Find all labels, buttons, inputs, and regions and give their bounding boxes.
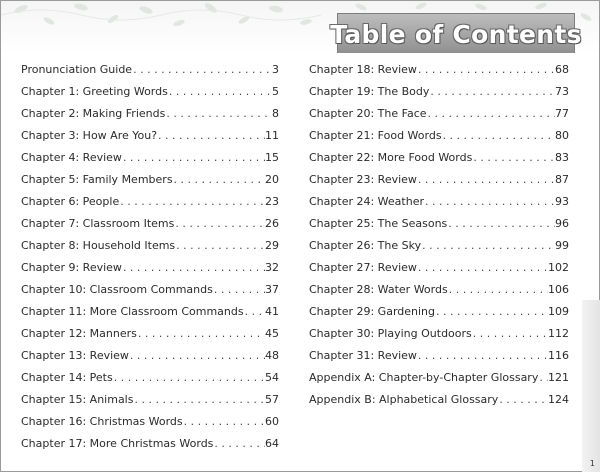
toc-entry-label: Chapter 8: Household Items [21, 239, 176, 252]
toc-entry [21, 433, 279, 455]
toc-entry-page: 93 [555, 195, 569, 208]
dot-leader [538, 367, 548, 389]
dot-leader [472, 323, 548, 345]
side-tab [582, 300, 600, 472]
toc-entry-label: Chapter 18: Review [309, 63, 417, 76]
toc-entry-label: Chapter 23: Review [309, 173, 417, 186]
toc-entry-page: 54 [265, 371, 279, 384]
dot-leader [417, 345, 548, 367]
dot-leader [168, 81, 272, 103]
toc-entry-page: 5 [272, 85, 279, 98]
toc-entry-page: 60 [265, 415, 279, 428]
toc-entry [309, 147, 569, 169]
toc-entry [309, 345, 569, 367]
toc-entry-page: 87 [555, 173, 569, 186]
toc-entry [21, 257, 279, 279]
toc-entry [21, 235, 279, 257]
dot-leader [435, 301, 548, 323]
toc-entry-label: Chapter 4: Review [21, 151, 122, 164]
toc-entry [21, 103, 279, 125]
dot-leader [429, 81, 555, 103]
toc-entry-page: 23 [265, 195, 279, 208]
toc-entry [21, 367, 279, 389]
toc-entry-label: Chapter 16: Christmas Words [21, 415, 183, 428]
toc-entry-page: 20 [265, 173, 279, 186]
page-title: Table of Contents [330, 19, 582, 49]
toc-entry [21, 191, 279, 213]
toc-entry [21, 81, 279, 103]
toc-entry-label: Chapter 11: More Classroom Commands [21, 305, 244, 318]
toc-entry-page: 77 [555, 107, 569, 120]
toc-entry [21, 279, 279, 301]
toc-entry [309, 323, 569, 345]
dot-leader [183, 411, 265, 433]
toc-entry [309, 301, 569, 323]
toc-entry-label: Chapter 7: Classroom Items [21, 217, 175, 230]
toc-entry-page: 116 [548, 349, 569, 362]
page-number: 1 [589, 459, 595, 468]
toc-entry [309, 213, 569, 235]
dot-leader [448, 279, 548, 301]
toc-entry-page: 8 [272, 107, 279, 120]
toc-entry-page: 106 [548, 283, 569, 296]
toc-entry-label: Chapter 6: People [21, 195, 120, 208]
toc-entry-page: 80 [555, 129, 569, 142]
toc-entry [21, 59, 279, 81]
toc-entry [21, 389, 279, 411]
dot-leader [157, 125, 265, 147]
toc-entry-label: Chapter 24: Weather [309, 195, 424, 208]
toc-entry-label: Appendix A: Chapter-by-Chapter Glossary [309, 371, 539, 384]
toc-entry-label: Pronunciation Guide [21, 63, 133, 76]
toc-entry-page: 124 [548, 393, 569, 406]
toc-entry-page: 11 [265, 129, 279, 142]
toc-entry-page: 68 [555, 63, 569, 76]
dot-leader [417, 59, 555, 81]
toc-entry-page: 121 [548, 371, 569, 384]
dot-leader [447, 213, 555, 235]
dot-leader [213, 279, 265, 301]
toc-entry-page: 26 [265, 217, 279, 230]
toc-entry-label: Chapter 26: The Sky [309, 239, 422, 252]
toc-entry-label: Chapter 25: The Seasons [309, 217, 448, 230]
toc-entry [21, 411, 279, 433]
toc-entry-label: Chapter 29: Gardening [309, 305, 436, 318]
toc-entry-page: 41 [265, 305, 279, 318]
dot-leader [122, 147, 265, 169]
dot-leader [417, 257, 548, 279]
dot-leader [442, 125, 555, 147]
toc-entry-label: Chapter 22: More Food Words [309, 151, 473, 164]
toc-entry-label: Chapter 12: Manners [21, 327, 137, 340]
title-banner [330, 13, 582, 53]
toc-entry-label: Chapter 19: The Body [309, 85, 430, 98]
toc-entry-label: Chapter 9: Review [21, 261, 122, 274]
toc-entry-label: Chapter 1: Greeting Words [21, 85, 168, 98]
toc-entry [21, 125, 279, 147]
toc-entry-label: Chapter 14: Pets [21, 371, 113, 384]
toc-entry-page: 96 [555, 217, 569, 230]
toc-entry-label: Appendix B: Alphabetical Glossary [309, 393, 499, 406]
toc-entry-label: Chapter 20: The Face [309, 107, 427, 120]
dot-leader [421, 235, 555, 257]
toc-entry-label: Chapter 27: Review [309, 261, 417, 274]
toc-entry [309, 103, 569, 125]
toc-entry [21, 301, 279, 323]
toc-entry-page: 112 [548, 327, 569, 340]
toc-right-column [309, 59, 569, 411]
dot-leader [472, 147, 555, 169]
dot-leader [165, 103, 272, 125]
toc-entry [309, 257, 569, 279]
dot-leader [137, 323, 265, 345]
toc-entry-label: Chapter 21: Food Words [309, 129, 442, 142]
toc-entry-page: 83 [555, 151, 569, 164]
toc-entry-page: 64 [265, 437, 279, 450]
toc-entry [21, 323, 279, 345]
toc-entry [21, 213, 279, 235]
toc-entry-page: 3 [272, 63, 279, 76]
toc-entry-label: Chapter 30: Playing Outdoors [309, 327, 472, 340]
toc-entry [21, 169, 279, 191]
toc-entry-page: 48 [265, 349, 279, 362]
toc-entry [21, 345, 279, 367]
toc-entry [309, 367, 569, 389]
toc-entry-page: 57 [265, 393, 279, 406]
toc-entry [309, 191, 569, 213]
dot-leader [119, 191, 265, 213]
toc-entry [309, 279, 569, 301]
toc-entry-label: Chapter 10: Classroom Commands [21, 283, 213, 296]
toc-entry-label: Chapter 3: How Are You? [21, 129, 158, 142]
toc-entry-page: 37 [265, 283, 279, 296]
toc-entry [309, 81, 569, 103]
toc-entry-label: Chapter 17: More Christmas Words [21, 437, 214, 450]
toc-entry-page: 15 [265, 151, 279, 164]
dot-leader [244, 301, 265, 323]
toc-entry-page: 45 [265, 327, 279, 340]
toc-entry-label: Chapter 15: Animals [21, 393, 134, 406]
toc-entry-page: 73 [555, 85, 569, 98]
toc-entry [309, 389, 569, 411]
dot-leader [424, 191, 555, 213]
dot-leader [129, 345, 265, 367]
toc-left-column [21, 59, 279, 455]
dot-leader [122, 257, 265, 279]
dot-leader [132, 59, 272, 81]
dot-leader [175, 235, 265, 257]
toc-entry [309, 59, 569, 81]
dot-leader [113, 367, 265, 389]
toc-entry-page: 29 [265, 239, 279, 252]
toc-entry-label: Chapter 28: Water Words [309, 283, 448, 296]
toc-entry [309, 125, 569, 147]
toc-entry [21, 147, 279, 169]
dot-leader [213, 433, 265, 455]
dot-leader [133, 389, 265, 411]
dot-leader [173, 169, 265, 191]
toc-entry-label: Chapter 5: Family Members [21, 173, 173, 186]
toc-entry [309, 235, 569, 257]
toc-entry [309, 169, 569, 191]
dot-leader [174, 213, 265, 235]
dot-leader [498, 389, 548, 411]
toc-entry-page: 99 [555, 239, 569, 252]
toc-entry-label: Chapter 2: Making Friends [21, 107, 166, 120]
toc-entry-label: Chapter 13: Review [21, 349, 129, 362]
dot-leader [417, 169, 555, 191]
dot-leader [427, 103, 555, 125]
toc-entry-page: 109 [548, 305, 569, 318]
toc-entry-page: 32 [265, 261, 279, 274]
toc-entry-label: Chapter 31: Review [309, 349, 417, 362]
header-band [1, 1, 599, 53]
toc-entry-page: 102 [548, 261, 569, 274]
